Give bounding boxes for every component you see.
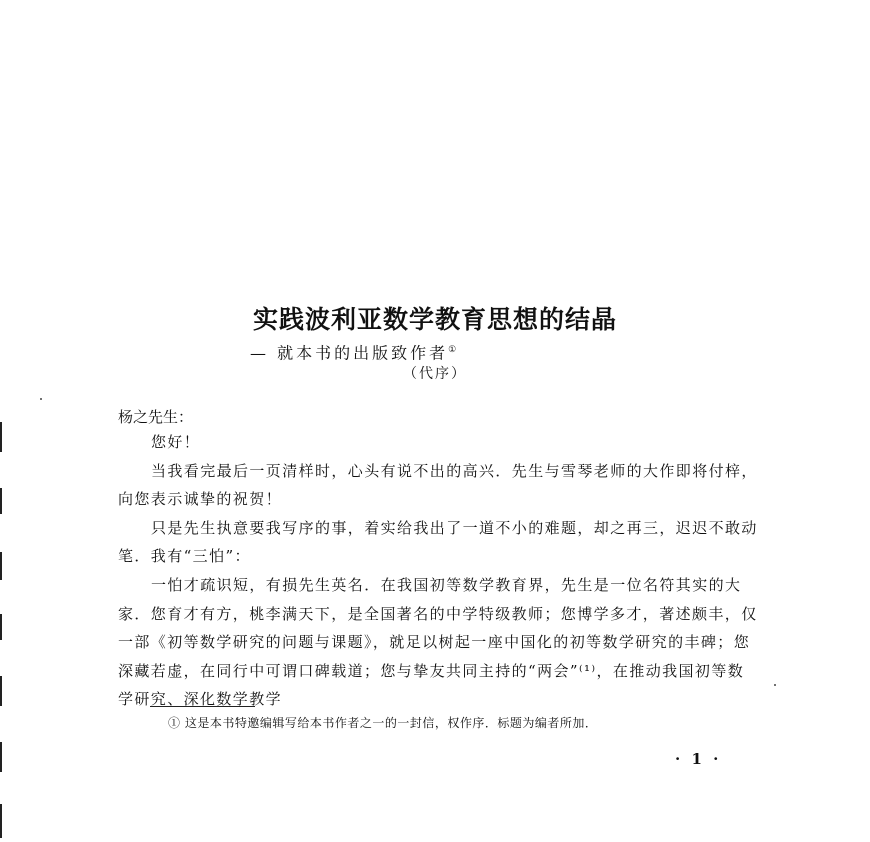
scan-speck (774, 684, 776, 686)
letter-body (118, 428, 758, 714)
footnote-divider (150, 706, 255, 707)
scan-edge-mark (0, 488, 2, 514)
subtitle-footnote-mark: ① (448, 345, 457, 355)
scan-edge-mark (0, 676, 2, 706)
footnote-text: 这是本书特邀编辑写给本书作者之一的一封信，权作序．标题为编者所加． (184, 716, 598, 730)
page-number: · 1 · (675, 750, 722, 768)
scan-edge-mark (0, 742, 2, 772)
scan-edge-mark (0, 422, 2, 452)
scan-edge-mark (0, 804, 2, 838)
footnote (150, 714, 750, 732)
page-title: 实践波利亚数学教育思想的结晶 (252, 305, 617, 334)
page-subtitle (250, 339, 630, 364)
scan-speck (40, 398, 42, 400)
footnote-mark: ① (168, 716, 181, 730)
salutation: 杨之先生： (118, 408, 194, 426)
subtitle-text: — 就本书的出版致作者 (250, 343, 449, 363)
paragraph: 只是先生执意要我写序的事，着实给我出了一道不小的难题，却之再三，迟迟不敢动笔．我有“三怕”： (118, 518, 758, 566)
paragraph: 当我看完最后一页清样时，心头有说不出的高兴．先生与雪琴老师的大作即将付梓，向您表示诚挚的祝贺！ (118, 461, 758, 509)
scan-edge-mark (0, 614, 2, 640)
scan-edge-mark (0, 552, 2, 580)
paragraph: 一怕才疏识短，有损先生英名．在我国初等数学教育界，先生是一位名符其实的大家．您育才有方，桃李满天下，是全国著名的中学特级教师；您博学多才，著述颇丰，仅一部《初等数学研究的问题与课题》，就足以树起一座中国化的初等数学研究的丰碑；您深藏若虚，在同行中可谓口碑载道；您与挚友共同主持的“两会”⁽¹⁾，在推动我国初等数学研究、深化数学教学 (118, 575, 758, 709)
paragraph: 您好！ (151, 433, 201, 451)
preface-label: （代序） (403, 366, 467, 382)
